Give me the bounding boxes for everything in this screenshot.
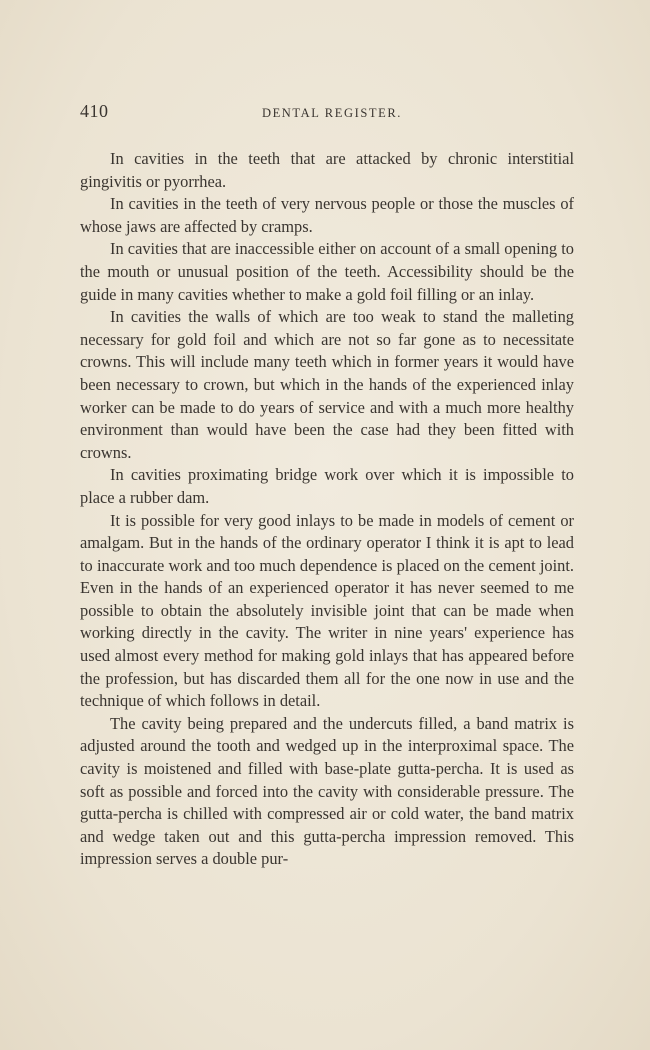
body-text: [80, 148, 574, 871]
running-title: DENTAL REGISTER.: [261, 106, 403, 120]
page-number: 410: [80, 101, 109, 121]
page-header: [80, 101, 574, 125]
paragraph: The cavity being prepared and the undercuts filled, a band matrix is adjusted around the tooth and wedged up in the interproximal space. The cavity is moistened and filled with base-plate gutta-percha. It is used as soft as possible and forced into the cavity with considerable pressure. The gutta-percha is chilled with compressed air or cold water, the band matrix and wedge taken out and this gutta-percha impression removed. This impression serves a double pur-: [80, 713, 574, 869]
paragraph: In cavities in the teeth that are attacked by chronic interstitial gingivitis or pyorrhea.: [80, 149, 574, 191]
paragraph: In cavities proximating bridge work over which it is impossible to place a rubber dam.: [80, 465, 574, 507]
paragraph: In cavities in the teeth of very nervous people or those the muscles of whose jaws are affected by cramps.: [80, 194, 574, 236]
paragraph: In cavities the walls of which are too weak to stand the malleting necessary for gold foil and which are not so far gone as to necessitate crowns. This will include many teeth which in former years it would have been necessary to crown, but which in the hands of the experienced inlay worker can be made to do years of service and with a much more healthy environment than would have been the case had they been fitted with crowns.: [80, 307, 574, 462]
paragraph: In cavities that are inaccessible either on account of a small opening to the mouth or unusual position of the teeth. Accessibility should be the guide in many cavities whether to make a gold foil filling or an inlay.: [80, 239, 574, 304]
paragraph: It is possible for very good inlays to be made in models of cement or amalgam. But in the hands of the ordinary operator I think it is apt to lead to inaccurate work and too much dependence is placed on the cement joint. Even in the hands of an experienced operator it has never seemed to me possible to obtain the absolutely invisible joint that can be made when working directly in the cavity. The writer in nine years' experience has used almost every method for making gold inlays that has appeared before the profession, but has discarded them all for the one now in use and the technique of which follows in detail.: [80, 510, 574, 711]
